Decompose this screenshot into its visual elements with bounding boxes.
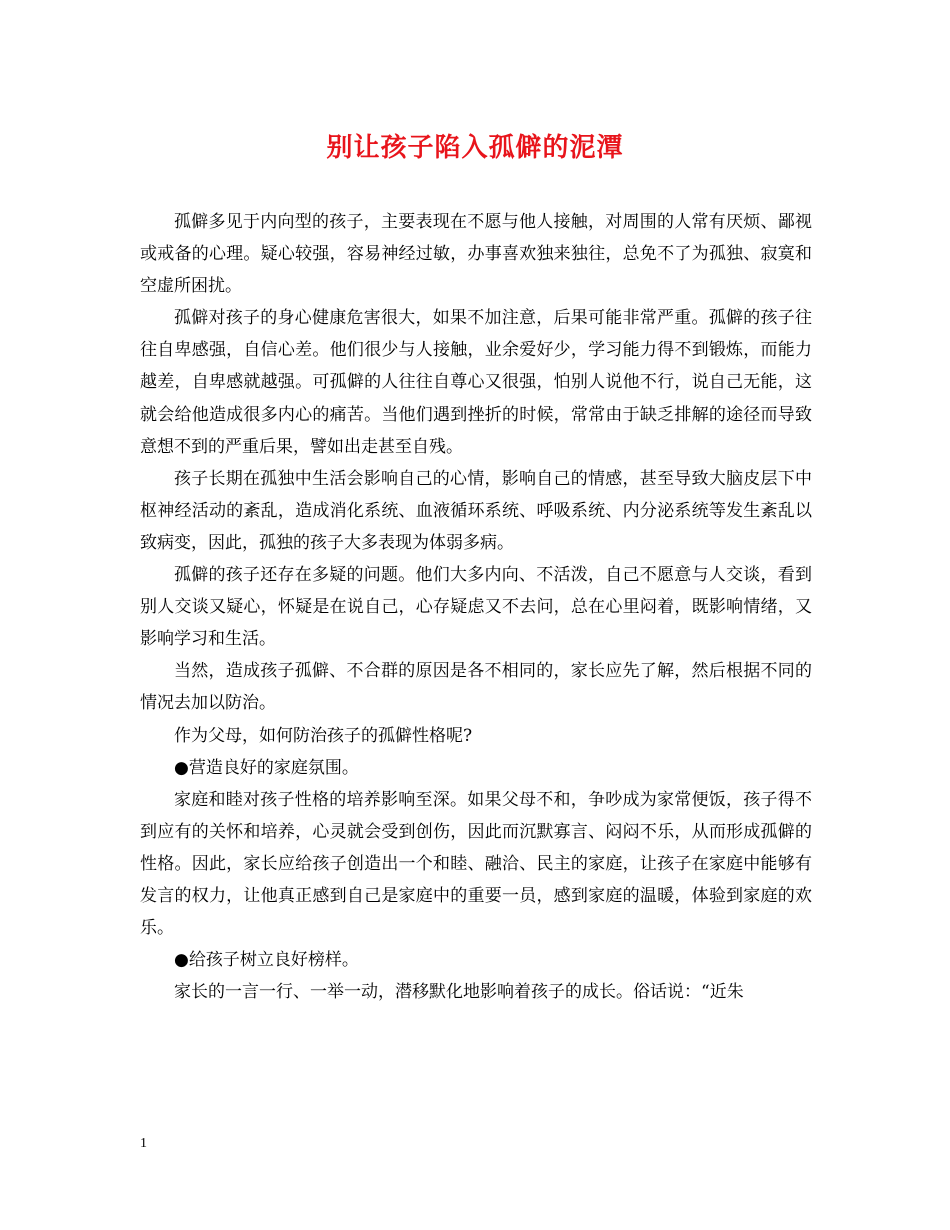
paragraph: 孩子长期在孤独中生活会影响自己的心情，影响自己的情感，甚至导致大脑皮层下中枢神经活动的紊乱，造成消化系统、血液循环系统、呼吸系统、内分泌系统等发生紊乱以致病变，因此，孤独的孩子大多表现为体弱多病。: [140, 468, 812, 553]
paragraph: 家长的一言一行、一举一动，潜移默化地影响着孩子的成长。俗话说：“近朱: [174, 982, 744, 1003]
section-heading: ●给孩子树立良好榜样。: [174, 950, 359, 971]
paragraph: 孤僻多见于内向型的孩子，主要表现在不愿与他人接触，对周围的人常有厌烦、鄙视或戒备的心理。疑心较强，容易神经过敏，办事喜欢独来独往，总免不了为孤独、寂寞和空虚所困扰。: [140, 212, 812, 297]
page-number: 1: [140, 1136, 147, 1151]
paragraph: 作为父母，如何防治孩子的孤僻性格呢?: [174, 725, 473, 746]
section-heading: ●营造良好的家庭氛围。: [174, 757, 359, 778]
paragraph: 孤僻的孩子还存在多疑的问题。他们大多内向、不活泼，自己不愿意与人交谈，看到别人交谈又疑心，怀疑是在说自己，心存疑虑又不去问，总在心里闷着，既影响情绪，又影响学习和生活。: [140, 565, 812, 650]
paragraph: 孤僻对孩子的身心健康危害很大，如果不加注意，后果可能非常严重。孤僻的孩子往往自卑感强，自信心差。他们很少与人接触，业余爱好少，学习能力得不到锻炼，而能力越差，自卑感就越强。可孤僻的人往往自尊心又很强，怕别人说他不行，说自己无能，这就会给他造成很多内心的痛苦。当他们遇到挫折的时候，常常由于缺乏排解的途径而导致意想不到的严重后果，譬如出走甚至自残。: [140, 308, 812, 457]
paragraph: 家庭和睦对孩子性格的培养影响至深。如果父母不和，争吵成为家常便饭，孩子得不到应有的关怀和培养，心灵就会受到创伤，因此而沉默寡言、闷闷不乐，从而形成孤僻的性格。因此，家长应给孩子创造出一个和睦、融洽、民主的家庭，让孩子在家庭中能够有发言的权力，让他真正感到自己是家庭中的重要一员，感到家庭的温暖，体验到家庭的欢乐。: [140, 789, 812, 939]
paragraph: 当然，造成孩子孤僻、不合群的原因是各不相同的，家长应先了解，然后根据不同的情况去加以防治。: [140, 661, 812, 714]
document-title: 别让孩子陷入孤僻的泥潭: [326, 133, 624, 163]
document-body: [140, 206, 812, 1008]
